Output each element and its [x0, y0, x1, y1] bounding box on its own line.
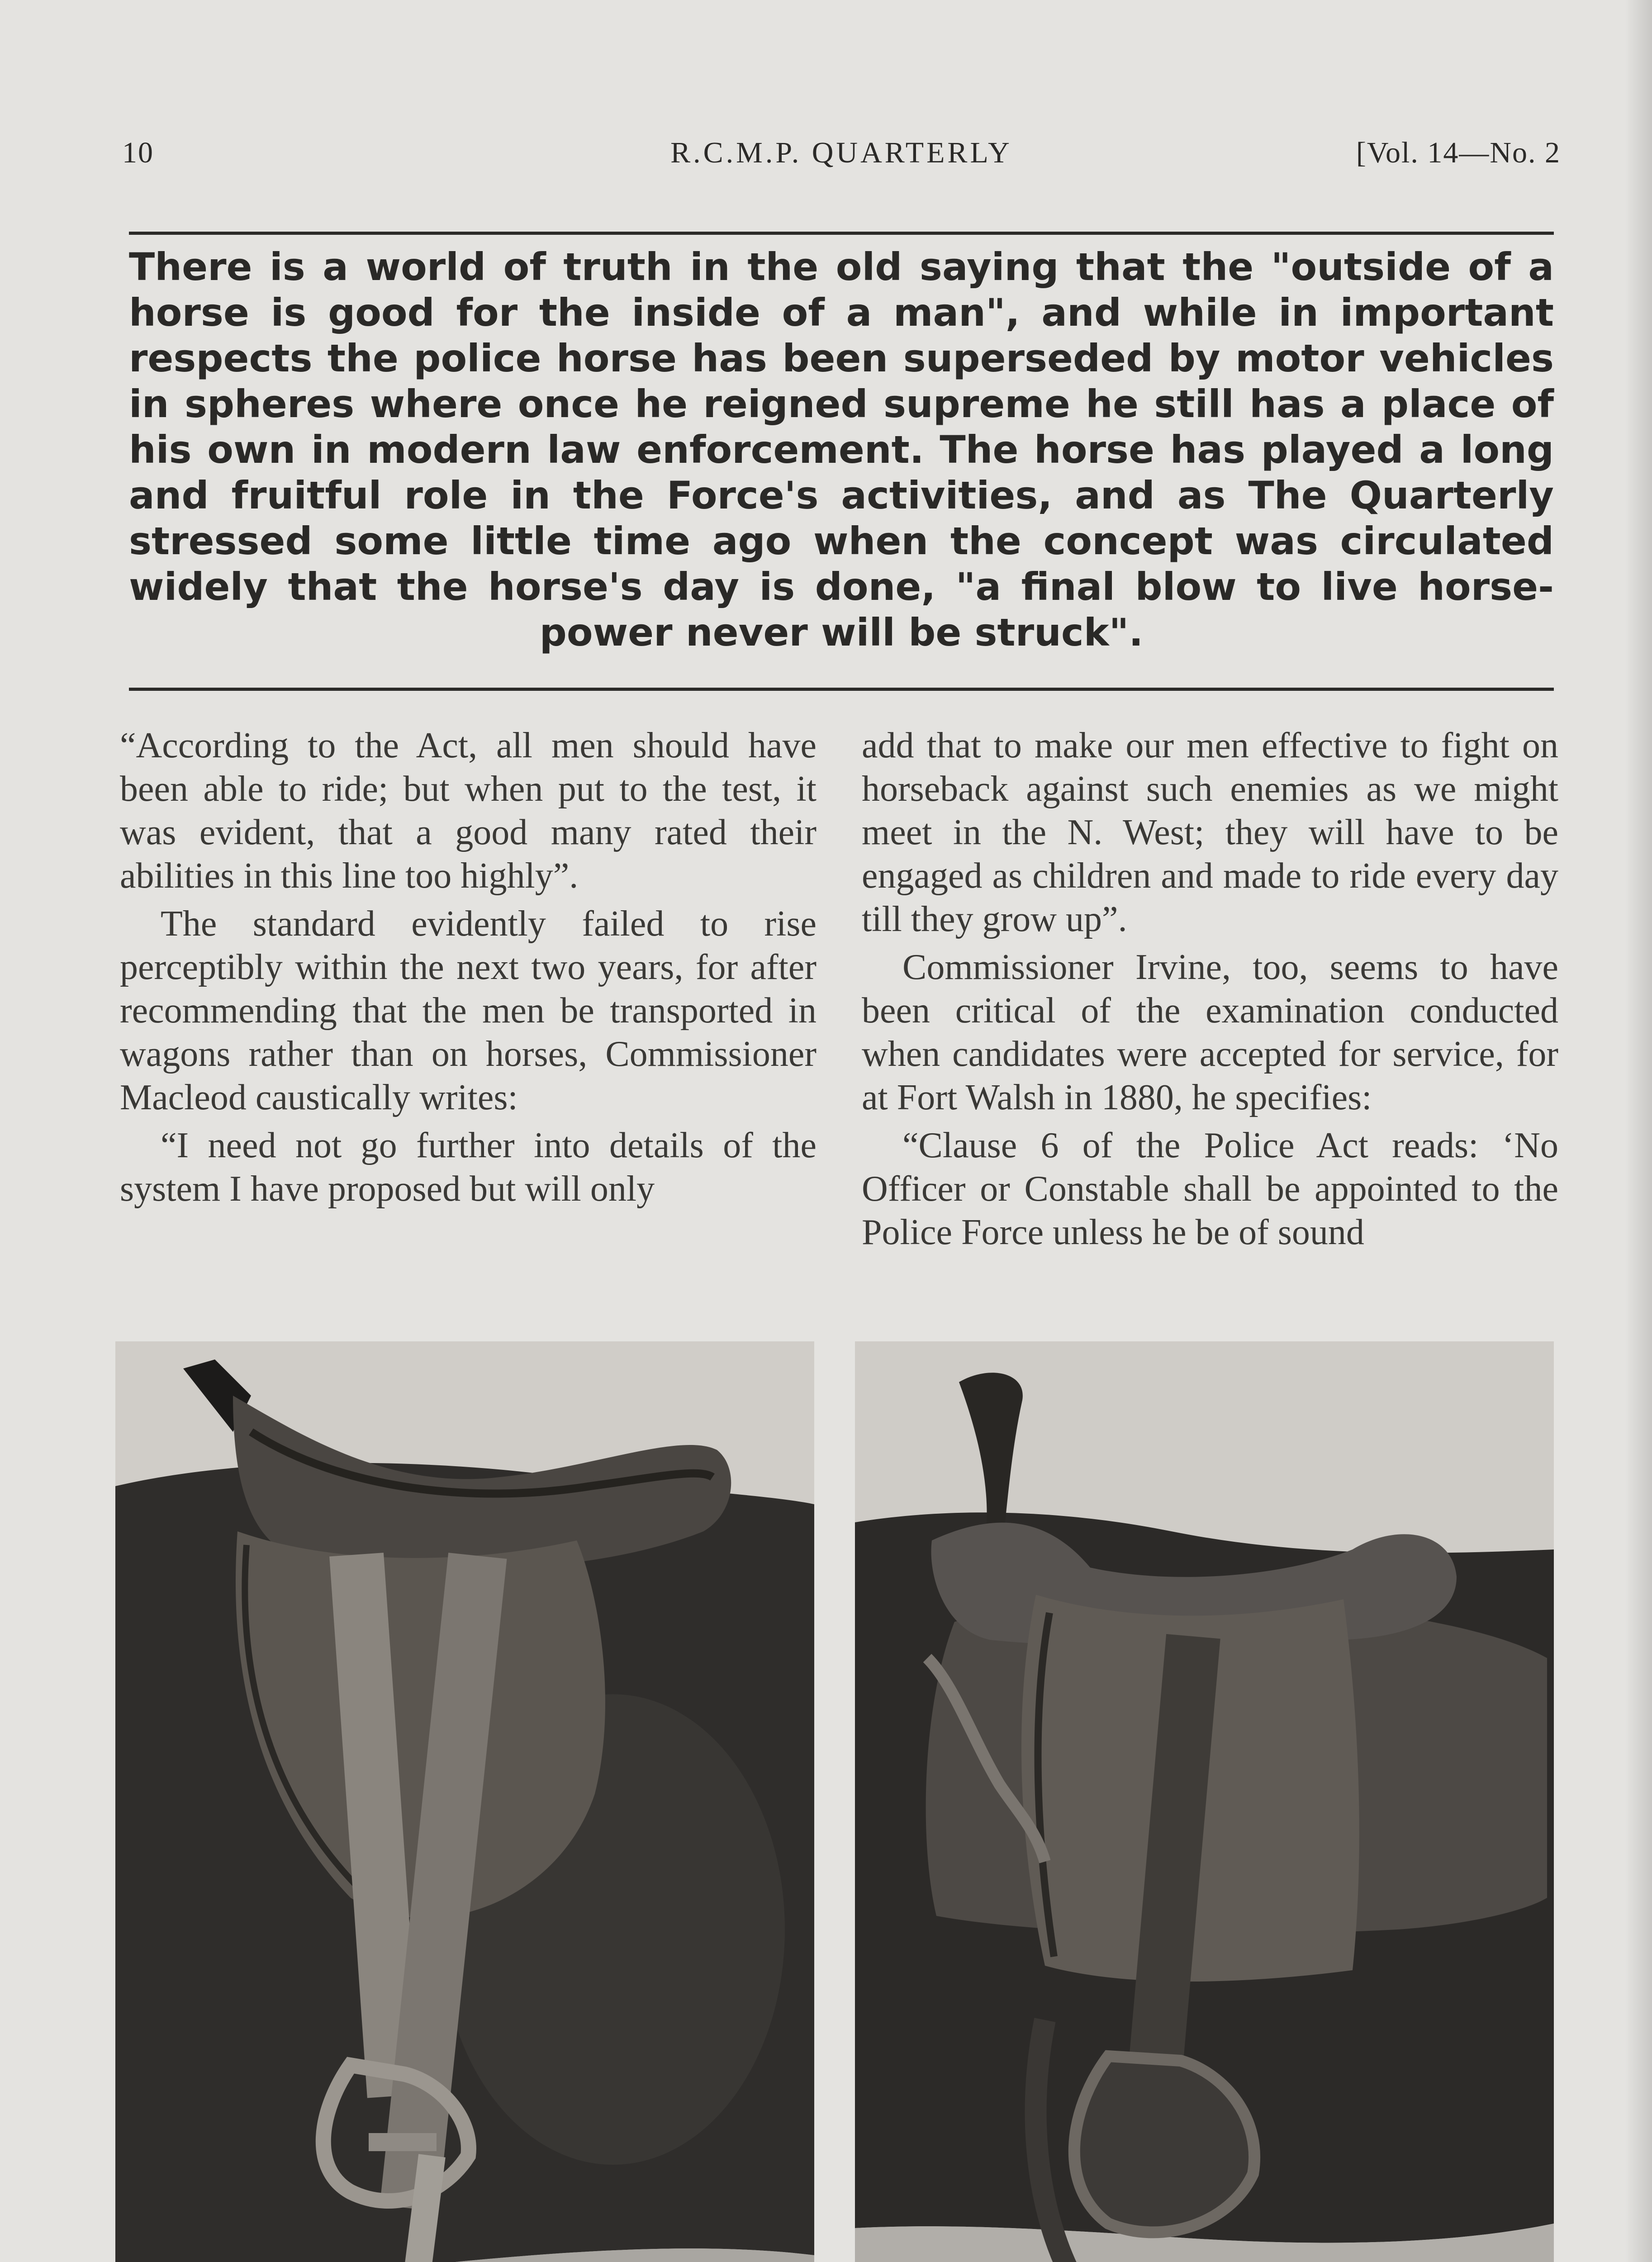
california-saddle-photo [855, 1341, 1554, 2262]
intro-paragraph: There is a world of truth in the old saying that the "outside of a horse is good for the inside of a man", and while in important respects the police horse has been superseded by motor vehicles in spheres where once he reigned supreme he still has a place of his own in modern law enforcement. The horse has played a long and fruitful role in the Force's activities, and as The Quarterly stressed some little time ago when the concept was circulated widely that the horse's day is done, "a final blow to live horse-power never will be struck". [129, 245, 1554, 655]
left-paragraph-1: “According to the Act, all men should have been able to ride; but when put to the test, it was evident, that a good many rated their abilities in this line too highly”. [120, 726, 817, 896]
bottom-rule [129, 688, 1554, 691]
publication-title: R.C.M.P. QUARTERLY [670, 136, 1012, 169]
top-rule [129, 232, 1554, 235]
left-paragraph-3: “I need not go further into details of the system I have proposed but will only [120, 1126, 817, 1209]
volume-issue: [Vol. 14—No. 2 [1356, 136, 1561, 169]
right-column [862, 724, 1558, 1259]
left-paragraph-2: The standard evidently failed to rise perceptibly within the next two years, for after recommending that the men be transported in wagons rather than on horses, Commissioner Macleod caustically writes: [120, 904, 817, 1117]
right-paragraph-2: Commissioner Irvine, too, seems to have been critical of the examination conducted when candidates were accepted for service, for at Fort Walsh in 1880, he specifies: [862, 947, 1558, 1117]
cavalry-saddle-photo [115, 1341, 814, 2262]
cavalry-saddle-image [115, 1341, 814, 2262]
page-edge-shadow [1625, 0, 1652, 2262]
left-column [120, 724, 817, 1215]
running-header [122, 136, 1561, 190]
right-paragraph-3: “Clause 6 of the Police Act reads: ‘No Officer or Constable shall be appointed to the Police Force unless he be of sound [862, 1126, 1558, 1252]
california-saddle-image [855, 1341, 1554, 2262]
page-number: 10 [122, 136, 154, 169]
right-paragraph-1: add that to make our men effective to fight on horseback against such enemies as we might meet in the N. West; they will have to be engaged as children and made to ride every day till they grow up”. [862, 726, 1558, 939]
